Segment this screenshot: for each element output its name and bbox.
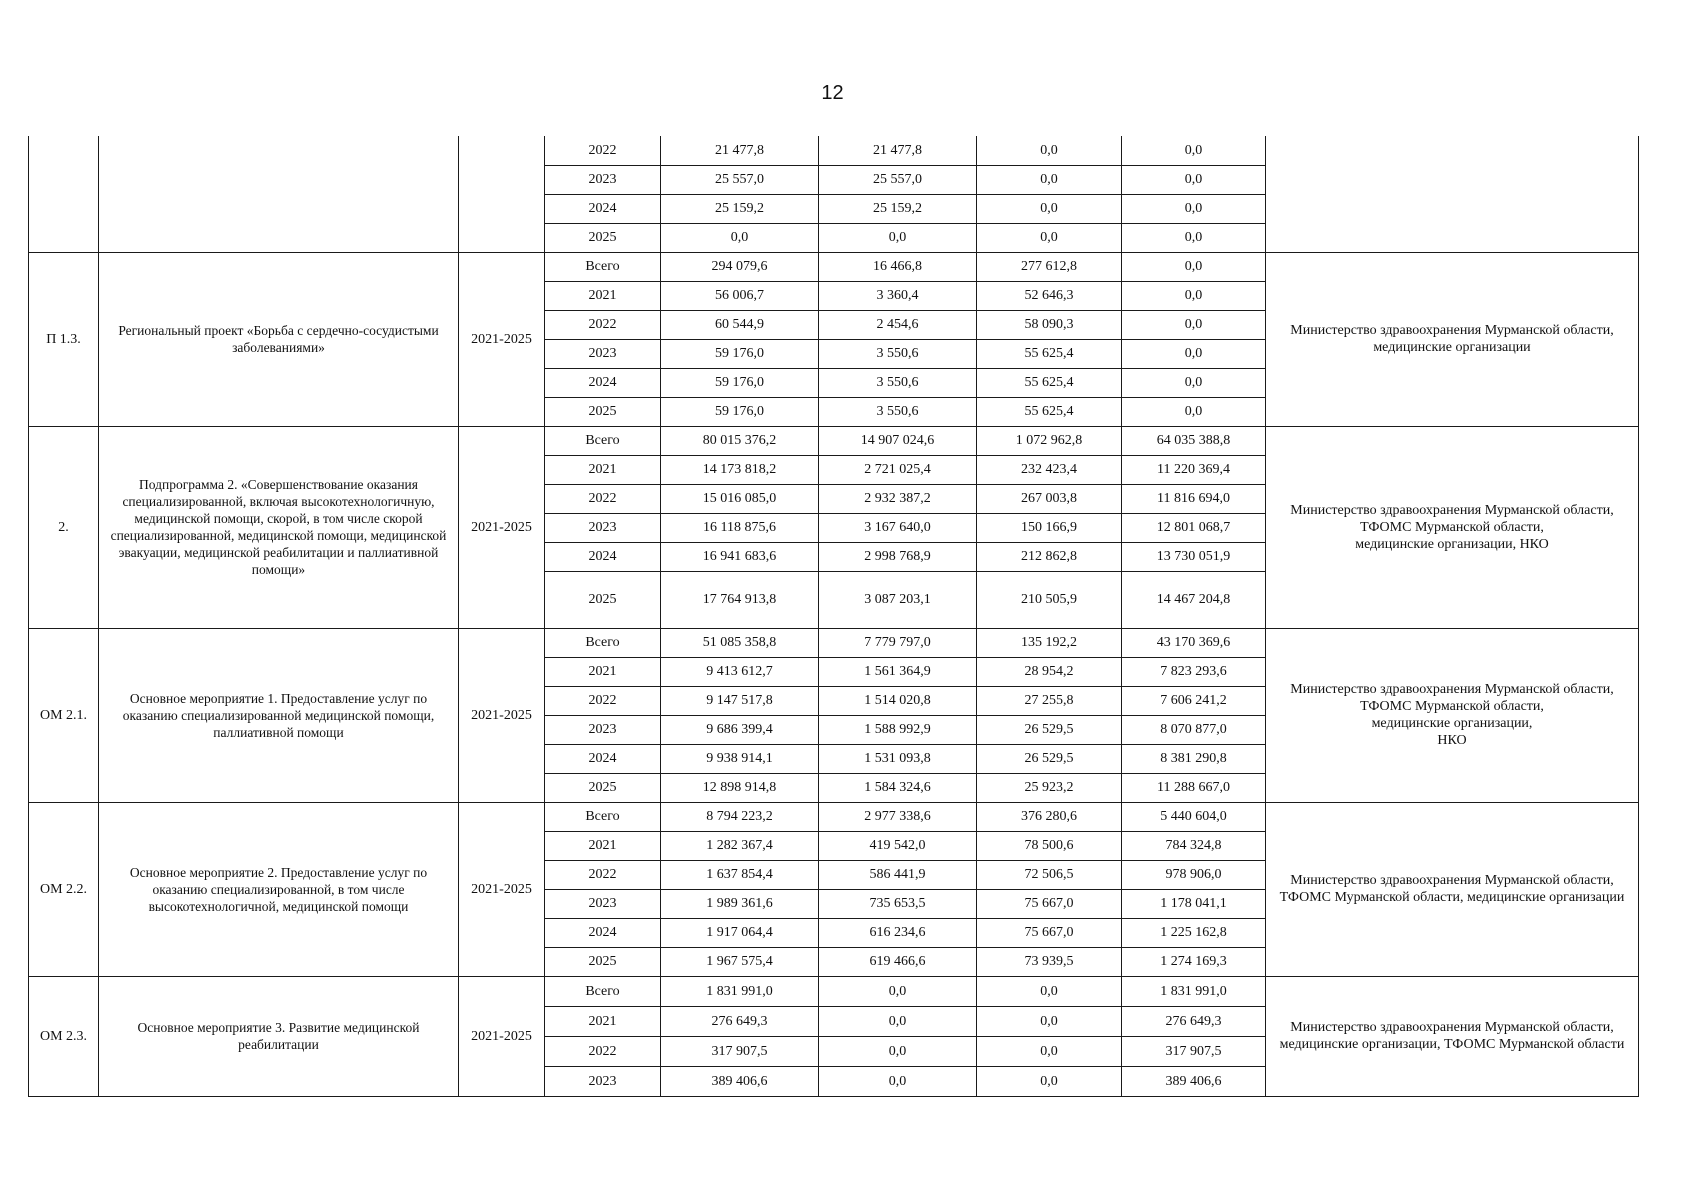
total-cell: 1 967 575,4 [661, 947, 819, 976]
number-cell: ОМ 2.3. [29, 976, 99, 1096]
regional-budget-cell: 7 779 797,0 [819, 628, 977, 657]
year-cell: 2023 [545, 1066, 661, 1096]
regional-budget-cell: 0,0 [819, 976, 977, 1006]
year-cell: 2024 [545, 194, 661, 223]
other-sources-cell: 11 288 667,0 [1122, 773, 1266, 802]
period-cell: 2021-2025 [459, 426, 545, 628]
year-cell: 2024 [545, 542, 661, 571]
year-cell: 2022 [545, 484, 661, 513]
regional-budget-cell: 2 454,6 [819, 310, 977, 339]
year-cell: 2023 [545, 889, 661, 918]
regional-budget-cell: 3 167 640,0 [819, 513, 977, 542]
other-sources-cell: 43 170 369,6 [1122, 628, 1266, 657]
other-sources-cell: 1 831 991,0 [1122, 976, 1266, 1006]
total-cell: 16 941 683,6 [661, 542, 819, 571]
table-row [29, 426, 1639, 455]
other-sources-cell: 0,0 [1122, 310, 1266, 339]
regional-budget-cell: 3 550,6 [819, 397, 977, 426]
federal-budget-cell: 277 612,8 [977, 252, 1122, 281]
number-cell: П 1.3. [29, 252, 99, 426]
table-row [29, 802, 1639, 831]
regional-budget-cell: 619 466,6 [819, 947, 977, 976]
year-cell: 2025 [545, 397, 661, 426]
period-cell [459, 136, 545, 252]
other-sources-cell: 0,0 [1122, 368, 1266, 397]
other-sources-cell: 12 801 068,7 [1122, 513, 1266, 542]
year-cell: 2022 [545, 136, 661, 165]
federal-budget-cell: 232 423,4 [977, 455, 1122, 484]
other-sources-cell: 978 906,0 [1122, 860, 1266, 889]
other-sources-cell: 784 324,8 [1122, 831, 1266, 860]
year-cell: 2023 [545, 339, 661, 368]
year-cell: 2021 [545, 831, 661, 860]
year-cell: 2021 [545, 1006, 661, 1036]
total-cell: 60 544,9 [661, 310, 819, 339]
federal-budget-cell: 0,0 [977, 1066, 1122, 1096]
year-cell: 2021 [545, 281, 661, 310]
regional-budget-cell: 14 907 024,6 [819, 426, 977, 455]
federal-budget-cell: 28 954,2 [977, 657, 1122, 686]
regional-budget-cell: 3 550,6 [819, 368, 977, 397]
year-cell: Всего [545, 628, 661, 657]
table-row [29, 628, 1639, 657]
federal-budget-cell: 26 529,5 [977, 744, 1122, 773]
total-cell: 0,0 [661, 223, 819, 252]
year-cell: 2022 [545, 686, 661, 715]
other-sources-cell: 0,0 [1122, 136, 1266, 165]
federal-budget-cell: 267 003,8 [977, 484, 1122, 513]
other-sources-cell: 0,0 [1122, 339, 1266, 368]
total-cell: 8 794 223,2 [661, 802, 819, 831]
regional-budget-cell: 21 477,8 [819, 136, 977, 165]
name-cell [99, 136, 459, 252]
number-cell [29, 136, 99, 252]
regional-budget-cell: 586 441,9 [819, 860, 977, 889]
regional-budget-cell: 2 977 338,6 [819, 802, 977, 831]
year-cell: 2025 [545, 223, 661, 252]
table-row [29, 136, 1639, 165]
year-cell: Всего [545, 976, 661, 1006]
regional-budget-cell: 2 932 387,2 [819, 484, 977, 513]
regional-budget-cell: 1 531 093,8 [819, 744, 977, 773]
year-cell: 2025 [545, 947, 661, 976]
regional-budget-cell: 1 561 364,9 [819, 657, 977, 686]
total-cell: 276 649,3 [661, 1006, 819, 1036]
name-cell: Основное мероприятие 2. Предоставление услуг по оказанию специализированной, в том числе высокотехнологичной, медицинской помощи [99, 802, 459, 976]
number-cell: ОМ 2.1. [29, 628, 99, 802]
period-cell: 2021-2025 [459, 802, 545, 976]
period-cell: 2021-2025 [459, 252, 545, 426]
regional-budget-cell: 735 653,5 [819, 889, 977, 918]
regional-budget-cell: 616 234,6 [819, 918, 977, 947]
total-cell: 9 938 914,1 [661, 744, 819, 773]
federal-budget-cell: 0,0 [977, 1036, 1122, 1066]
federal-budget-cell: 52 646,3 [977, 281, 1122, 310]
period-cell: 2021-2025 [459, 976, 545, 1096]
regional-budget-cell: 1 514 020,8 [819, 686, 977, 715]
year-cell: 2024 [545, 744, 661, 773]
total-cell: 12 898 914,8 [661, 773, 819, 802]
total-cell: 59 176,0 [661, 339, 819, 368]
responsible-cell: Министерство здравоохранения Мурманской области, ТФОМС Мурманской области, медицинские организации, НКО [1266, 628, 1639, 802]
page-number: 12 [821, 82, 844, 104]
federal-budget-cell: 55 625,4 [977, 368, 1122, 397]
total-cell: 1 282 367,4 [661, 831, 819, 860]
other-sources-cell: 8 070 877,0 [1122, 715, 1266, 744]
federal-budget-cell: 75 667,0 [977, 918, 1122, 947]
federal-budget-cell: 0,0 [977, 165, 1122, 194]
name-cell: Основное мероприятие 3. Развитие медицинской реабилитации [99, 976, 459, 1096]
name-cell: Региональный проект «Борьба с сердечно-сосудистыми заболеваниями» [99, 252, 459, 426]
total-cell: 59 176,0 [661, 368, 819, 397]
total-cell: 15 016 085,0 [661, 484, 819, 513]
other-sources-cell: 1 178 041,1 [1122, 889, 1266, 918]
year-cell: 2025 [545, 571, 661, 628]
year-cell: Всего [545, 802, 661, 831]
federal-budget-cell: 376 280,6 [977, 802, 1122, 831]
federal-budget-cell: 25 923,2 [977, 773, 1122, 802]
regional-budget-cell: 1 588 992,9 [819, 715, 977, 744]
federal-budget-cell: 78 500,6 [977, 831, 1122, 860]
year-cell: 2023 [545, 715, 661, 744]
other-sources-cell: 0,0 [1122, 194, 1266, 223]
total-cell: 80 015 376,2 [661, 426, 819, 455]
federal-budget-cell: 26 529,5 [977, 715, 1122, 744]
total-cell: 1 989 361,6 [661, 889, 819, 918]
other-sources-cell: 14 467 204,8 [1122, 571, 1266, 628]
regional-budget-cell: 3 087 203,1 [819, 571, 977, 628]
period-cell: 2021-2025 [459, 628, 545, 802]
total-cell: 14 173 818,2 [661, 455, 819, 484]
total-cell: 51 085 358,8 [661, 628, 819, 657]
regional-budget-cell: 2 998 768,9 [819, 542, 977, 571]
regional-budget-cell: 2 721 025,4 [819, 455, 977, 484]
regional-budget-cell: 0,0 [819, 1066, 977, 1096]
federal-budget-cell: 75 667,0 [977, 889, 1122, 918]
year-cell: 2021 [545, 455, 661, 484]
regional-budget-cell: 25 159,2 [819, 194, 977, 223]
federal-budget-cell: 58 090,3 [977, 310, 1122, 339]
number-cell: 2. [29, 426, 99, 628]
table-row [29, 976, 1639, 1006]
regional-budget-cell: 25 557,0 [819, 165, 977, 194]
federal-budget-cell: 55 625,4 [977, 339, 1122, 368]
other-sources-cell: 13 730 051,9 [1122, 542, 1266, 571]
total-cell: 389 406,6 [661, 1066, 819, 1096]
total-cell: 56 006,7 [661, 281, 819, 310]
regional-budget-cell: 16 466,8 [819, 252, 977, 281]
responsible-cell: Министерство здравоохранения Мурманской области, медицинские организации, ТФОМС Мурманской области [1266, 976, 1639, 1096]
year-cell: 2025 [545, 773, 661, 802]
total-cell: 9 686 399,4 [661, 715, 819, 744]
federal-budget-cell: 212 862,8 [977, 542, 1122, 571]
federal-budget-cell: 27 255,8 [977, 686, 1122, 715]
other-sources-cell: 276 649,3 [1122, 1006, 1266, 1036]
other-sources-cell: 11 220 369,4 [1122, 455, 1266, 484]
federal-budget-cell: 0,0 [977, 136, 1122, 165]
total-cell: 294 079,6 [661, 252, 819, 281]
other-sources-cell: 7 606 241,2 [1122, 686, 1266, 715]
year-cell: 2023 [545, 165, 661, 194]
total-cell: 1 637 854,4 [661, 860, 819, 889]
total-cell: 59 176,0 [661, 397, 819, 426]
total-cell: 9 147 517,8 [661, 686, 819, 715]
year-cell: 2022 [545, 310, 661, 339]
table-row [29, 252, 1639, 281]
total-cell: 16 118 875,6 [661, 513, 819, 542]
regional-budget-cell: 419 542,0 [819, 831, 977, 860]
federal-budget-cell: 135 192,2 [977, 628, 1122, 657]
responsible-cell: Министерство здравоохранения Мурманской области, медицинские организации [1266, 252, 1639, 426]
total-cell: 317 907,5 [661, 1036, 819, 1066]
responsible-cell: Министерство здравоохранения Мурманской области, ТФОМС Мурманской области, медицинские организации [1266, 802, 1639, 976]
other-sources-cell: 5 440 604,0 [1122, 802, 1266, 831]
year-cell: 2024 [545, 918, 661, 947]
other-sources-cell: 0,0 [1122, 223, 1266, 252]
regional-budget-cell: 1 584 324,6 [819, 773, 977, 802]
regional-budget-cell: 0,0 [819, 1036, 977, 1066]
federal-budget-cell: 0,0 [977, 223, 1122, 252]
other-sources-cell: 1 225 162,8 [1122, 918, 1266, 947]
federal-budget-cell: 73 939,5 [977, 947, 1122, 976]
federal-budget-cell: 72 506,5 [977, 860, 1122, 889]
year-cell: Всего [545, 252, 661, 281]
year-cell: 2024 [545, 368, 661, 397]
federal-budget-cell: 1 072 962,8 [977, 426, 1122, 455]
year-cell: Всего [545, 426, 661, 455]
total-cell: 21 477,8 [661, 136, 819, 165]
regional-budget-cell: 0,0 [819, 1006, 977, 1036]
federal-budget-cell: 0,0 [977, 194, 1122, 223]
federal-budget-cell: 0,0 [977, 1006, 1122, 1036]
name-cell: Основное мероприятие 1. Предоставление услуг по оказанию специализированной медицинской помощи, паллиативной помощи [99, 628, 459, 802]
year-cell: 2022 [545, 1036, 661, 1066]
total-cell: 1 917 064,4 [661, 918, 819, 947]
federal-budget-cell: 55 625,4 [977, 397, 1122, 426]
other-sources-cell: 317 907,5 [1122, 1036, 1266, 1066]
year-cell: 2022 [545, 860, 661, 889]
other-sources-cell: 0,0 [1122, 397, 1266, 426]
total-cell: 17 764 913,8 [661, 571, 819, 628]
year-cell: 2023 [545, 513, 661, 542]
responsible-cell: Министерство здравоохранения Мурманской области, ТФОМС Мурманской области, медицинские организации, НКО [1266, 426, 1639, 628]
other-sources-cell: 0,0 [1122, 252, 1266, 281]
other-sources-cell: 11 816 694,0 [1122, 484, 1266, 513]
total-cell: 1 831 991,0 [661, 976, 819, 1006]
other-sources-cell: 389 406,6 [1122, 1066, 1266, 1096]
other-sources-cell: 64 035 388,8 [1122, 426, 1266, 455]
regional-budget-cell: 3 550,6 [819, 339, 977, 368]
table-body [29, 136, 1639, 1096]
name-cell: Подпрограмма 2. «Совершенствование оказания специализированной, включая высокотехнологичную, медицинской помощи, скорой, в том числе скорой специализированной, медицинской помощи, медицинской эвакуации, медицинской реабилитации и паллиативной помощи» [99, 426, 459, 628]
total-cell: 25 159,2 [661, 194, 819, 223]
other-sources-cell: 7 823 293,6 [1122, 657, 1266, 686]
year-cell: 2021 [545, 657, 661, 686]
responsible-cell [1266, 136, 1639, 252]
other-sources-cell: 1 274 169,3 [1122, 947, 1266, 976]
budget-table [28, 136, 1639, 1097]
number-cell: ОМ 2.2. [29, 802, 99, 976]
regional-budget-cell: 0,0 [819, 223, 977, 252]
total-cell: 9 413 612,7 [661, 657, 819, 686]
regional-budget-cell: 3 360,4 [819, 281, 977, 310]
other-sources-cell: 0,0 [1122, 165, 1266, 194]
federal-budget-cell: 150 166,9 [977, 513, 1122, 542]
federal-budget-cell: 210 505,9 [977, 571, 1122, 628]
other-sources-cell: 8 381 290,8 [1122, 744, 1266, 773]
total-cell: 25 557,0 [661, 165, 819, 194]
other-sources-cell: 0,0 [1122, 281, 1266, 310]
federal-budget-cell: 0,0 [977, 976, 1122, 1006]
